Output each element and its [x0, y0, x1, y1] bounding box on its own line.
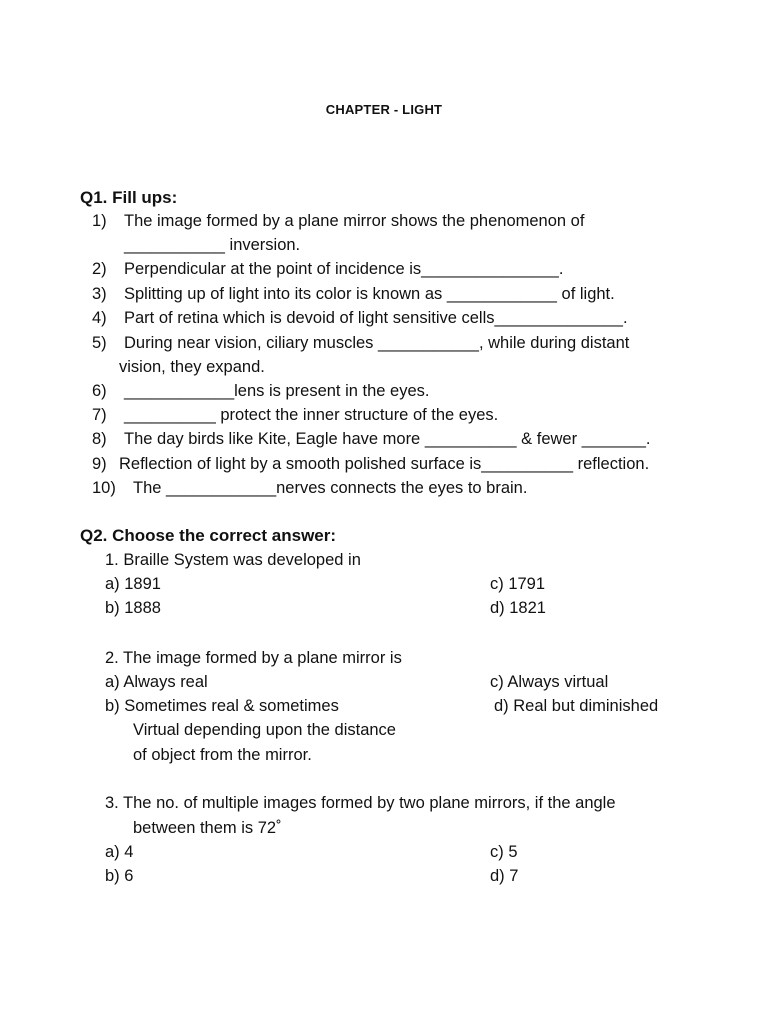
option-b-cont: Virtual depending upon the distance	[133, 721, 396, 739]
item-text: The image formed by a plane mirror shows the phenomenon of	[124, 212, 585, 230]
item-text: The day birds like Kite, Eagle have more __________ & fewer _______.	[124, 430, 651, 448]
q1-heading: Q1. Fill ups:	[80, 188, 178, 207]
item-text: Part of retina which is devoid of light sensitive cells______________.	[124, 309, 628, 327]
option-c: c) Always virtual	[490, 673, 609, 691]
option-b-cont: of object from the mirror.	[133, 746, 312, 764]
option-b: b) 1888	[105, 599, 161, 617]
option-c: c) 5	[490, 843, 518, 861]
item-number: 10)	[92, 479, 116, 497]
q2-heading: Q2. Choose the correct answer:	[80, 526, 337, 545]
item-number: 9)	[92, 455, 107, 473]
item-text-cont: vision, they expand.	[119, 358, 265, 376]
item-text: Reflection of light by a smooth polished surface is__________ reflection.	[119, 455, 650, 473]
question-stem: 3. The no. of multiple images formed by two plane mirrors, if the angle	[105, 794, 616, 812]
option-b: b) Sometimes real & sometimes	[105, 697, 339, 715]
page-title: CHAPTER - LIGHT	[325, 102, 443, 117]
option-a: a) Always real	[105, 673, 208, 691]
option-d: d) 7	[490, 867, 519, 885]
question-stem: 1. Braille System was developed in	[105, 551, 361, 569]
item-text: The ____________nerves connects the eyes to brain.	[133, 479, 528, 497]
item-number: 2)	[92, 260, 107, 278]
item-number: 4)	[92, 309, 107, 327]
item-number: 6)	[92, 382, 107, 400]
option-d: d) Real but diminished	[494, 697, 659, 715]
option-b: b) 6	[105, 867, 134, 885]
item-text: Perpendicular at the point of incidence is_______________.	[124, 260, 564, 278]
item-number: 8)	[92, 430, 107, 448]
item-number: 1)	[92, 212, 107, 230]
item-number: 7)	[92, 406, 107, 424]
option-a: a) 1891	[105, 575, 161, 593]
option-a: a) 4	[105, 843, 134, 861]
option-d: d) 1821	[490, 599, 546, 617]
item-text: During near vision, ciliary muscles ___________, while during distant	[124, 334, 630, 352]
item-text: Splitting up of light into its color is known as ____________ of light.	[124, 285, 615, 303]
question-stem-cont: between them is 72˚	[133, 819, 282, 837]
question-stem: 2. The image formed by a plane mirror is	[105, 649, 402, 667]
item-number: 5)	[92, 334, 107, 352]
item-text: ____________lens is present in the eyes.	[124, 382, 430, 400]
item-number: 3)	[92, 285, 107, 303]
item-text-cont: ___________ inversion.	[124, 236, 301, 254]
item-text: __________ protect the inner structure of the eyes.	[124, 406, 499, 424]
option-c: c) 1791	[490, 575, 546, 593]
